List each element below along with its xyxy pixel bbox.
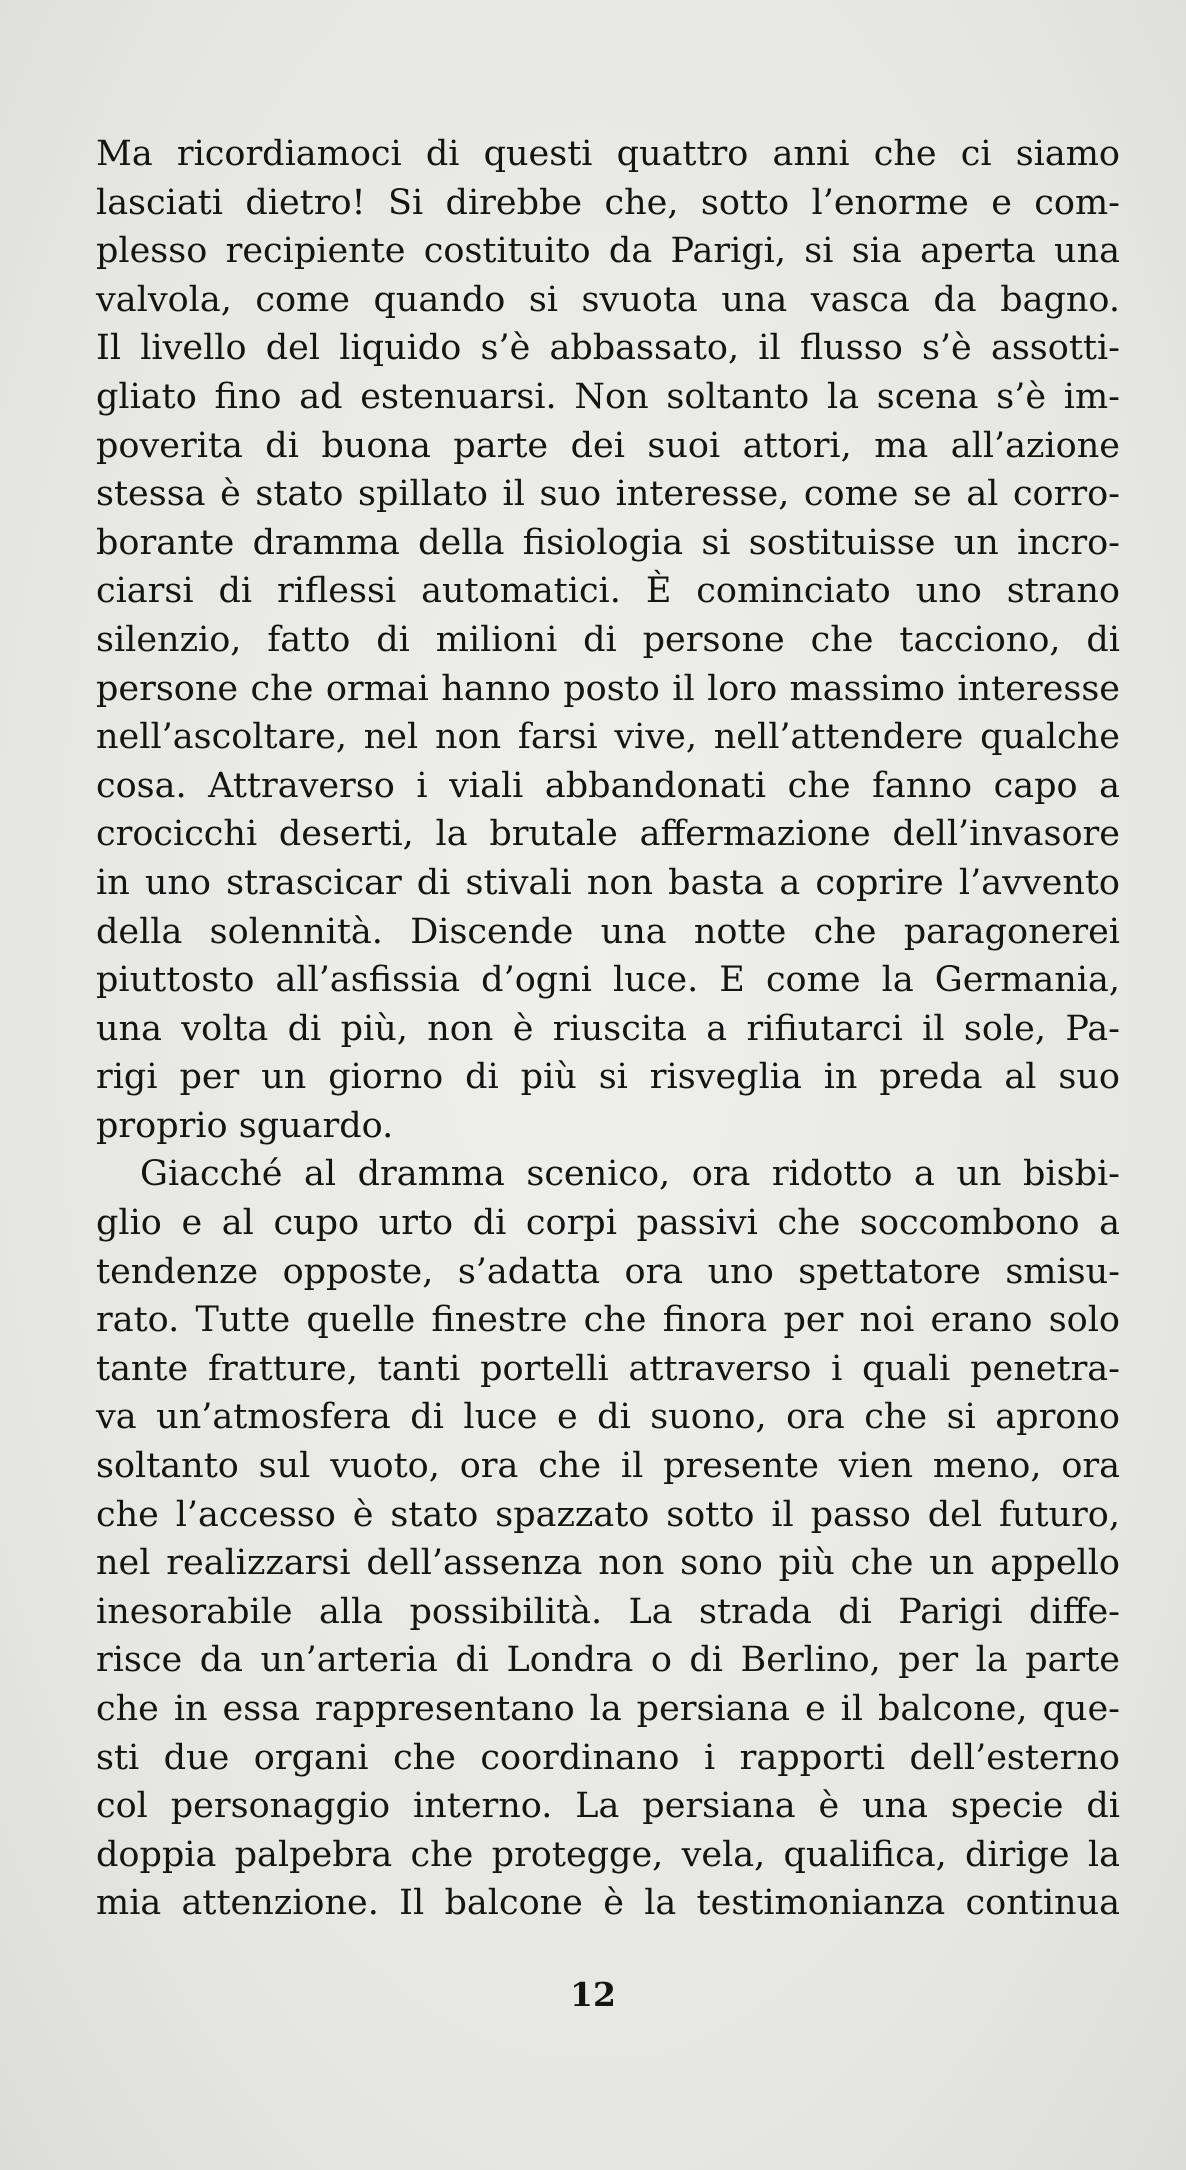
text-line: inesorabile alla possibilità. La strada di Parigi diffe- bbox=[96, 1591, 1120, 1632]
text-line: glio e al cupo urto di corpi passivi che soccombono a bbox=[96, 1203, 1120, 1244]
text-line: stessa è stato spillato il suo interesse, come se al corro- bbox=[96, 474, 1120, 515]
text-line: silenzio, fatto di milioni di persone che tacciono, di bbox=[96, 619, 1120, 660]
text-line: che l’accesso è stato spazzato sotto il passo del futuro, bbox=[96, 1494, 1120, 1535]
text-line: Giacché al dramma scenico, ora ridotto a un bisbi- bbox=[140, 1154, 1120, 1195]
text-line: Il livello del liquido s’è abbassato, il flusso s’è assotti- bbox=[96, 328, 1120, 369]
paragraph-1 bbox=[96, 130, 1120, 1150]
text-line: borante dramma della fisiologia si sostituisse un incro- bbox=[96, 522, 1120, 563]
text-line: valvola, come quando si svuota una vasca da bagno. bbox=[96, 279, 1120, 320]
text-line: va un’atmosfera di luce e di suono, ora che si aprono bbox=[96, 1397, 1120, 1438]
text-line: gliato fino ad estenuarsi. Non soltanto la scena s’è im- bbox=[96, 376, 1120, 417]
body-text bbox=[96, 130, 1120, 1928]
text-line: plesso recipiente costituito da Parigi, si sia aperta una bbox=[96, 231, 1120, 272]
text-line: piuttosto all’asfissia d’ogni luce. E come la Germania, bbox=[96, 960, 1120, 1001]
text-line: col personaggio interno. La persiana è una specie di bbox=[96, 1786, 1120, 1827]
text-line: cosa. Attraverso i viali abbandonati che fanno capo a bbox=[96, 765, 1120, 806]
text-line: della solennità. Discende una notte che paragonerei bbox=[96, 911, 1120, 952]
text-line: doppia palpebra che protegge, vela, qualifica, dirige la bbox=[96, 1834, 1120, 1875]
text-line: lasciati dietro! Si direbbe che, sotto l’enorme e com- bbox=[96, 182, 1120, 223]
page-number: 12 bbox=[570, 1975, 616, 2014]
text-line: che in essa rappresentano la persiana e il balcone, que- bbox=[96, 1689, 1120, 1729]
text-line: Ma ricordiamoci di questi quattro anni che ci siamo bbox=[96, 134, 1120, 174]
text-line: nel realizzarsi dell’assenza non sono più che un appello bbox=[96, 1543, 1120, 1584]
text-line: nell’ascoltare, nel non farsi vive, nell’attendere qualche bbox=[96, 717, 1120, 758]
text-line: tendenze opposte, s’adatta ora uno spettatore smisu- bbox=[96, 1251, 1120, 1292]
text-line: soltanto sul vuoto, ora che il presente vien meno, ora bbox=[96, 1446, 1120, 1487]
text-line: sti due organi che coordinano i rapporti dell’esterno bbox=[96, 1737, 1120, 1778]
text-line: poverita di buona parte dei suoi attori, ma all’azione bbox=[96, 425, 1120, 466]
text-line: una volta di più, non è riuscita a rifiutarci il sole, Pa- bbox=[96, 1008, 1120, 1049]
text-line: risce da un’arteria di Londra o di Berlino, per la parte bbox=[96, 1640, 1120, 1681]
text-line: persone che ormai hanno posto il loro massimo interesse bbox=[96, 668, 1120, 709]
text-line: crocicchi deserti, la brutale affermazione dell’invasore bbox=[96, 814, 1120, 855]
text-line: proprio sguardo. bbox=[96, 1105, 394, 1146]
text-line: rigi per un giorno di più si risveglia in preda al suo bbox=[96, 1057, 1120, 1098]
text-line: in uno strascicar di stivali non basta a coprire l’avvento bbox=[96, 862, 1120, 903]
text-line: rato. Tutte quelle finestre che finora per noi erano solo bbox=[96, 1300, 1120, 1341]
text-line: tante fratture, tanti portelli attraverso i quali penetra- bbox=[96, 1348, 1120, 1389]
text-line: mia attenzione. Il balcone è la testimonianza continua bbox=[96, 1883, 1120, 1924]
text-line: ciarsi di riflessi automatici. È cominciato uno strano bbox=[96, 571, 1120, 612]
paragraph-2 bbox=[96, 1150, 1120, 1928]
